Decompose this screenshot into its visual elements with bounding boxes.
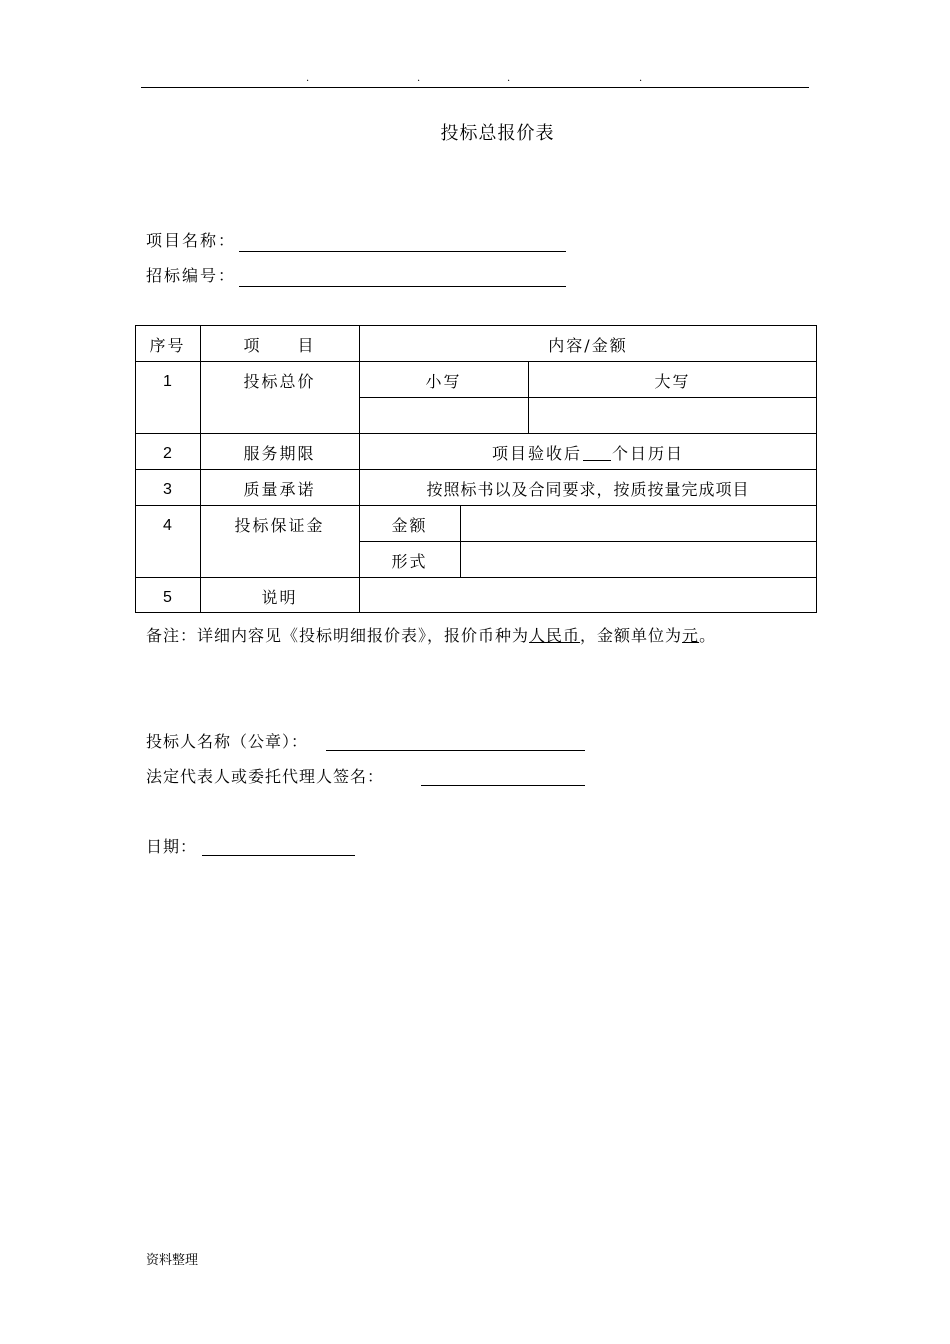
date-input-line[interactable] xyxy=(202,855,355,856)
date-label: 日期： xyxy=(146,837,198,856)
row-seq: 2 xyxy=(163,445,172,462)
service-period-content xyxy=(359,433,817,469)
row-seq: 5 xyxy=(163,589,172,606)
row-item: 服务期限 xyxy=(243,444,316,463)
header-dot: . xyxy=(306,73,310,84)
note-prefix: 备注：详细内容见《投标明细报价表》，报价币种为 xyxy=(146,626,530,645)
note-unit: 元 xyxy=(682,626,700,645)
tender-number-input-line[interactable] xyxy=(239,286,566,287)
project-name-input-line[interactable] xyxy=(239,251,566,252)
note-mid: ，金额单位为 xyxy=(580,626,683,645)
row-seq: 4 xyxy=(163,517,172,534)
header-dot: . xyxy=(507,73,511,84)
deposit-amount-input[interactable] xyxy=(461,506,815,542)
quality-commitment-content: 按照标书以及合同要求，按质按量完成项目 xyxy=(426,480,750,499)
lowercase-amount-header: 小写 xyxy=(425,372,462,391)
service-period-after: 个日历日 xyxy=(612,444,685,463)
representative-row xyxy=(146,764,586,786)
row-item: 投标总价 xyxy=(243,372,316,391)
header-dot: . xyxy=(639,73,643,84)
tender-number-label: 招标编号： xyxy=(146,266,237,285)
footer-text: 资料整理 xyxy=(146,1253,199,1268)
table-note xyxy=(146,623,716,646)
representative-signature-line[interactable] xyxy=(421,785,585,786)
deposit-form-label: 形式 xyxy=(391,552,428,571)
uppercase-amount-header: 大写 xyxy=(654,372,691,391)
service-period-before: 项目验收后 xyxy=(491,444,582,463)
bidder-name-row xyxy=(146,729,586,751)
header-dot: . xyxy=(417,73,421,84)
header-item: 项 目 xyxy=(243,336,316,355)
project-name-row xyxy=(146,228,566,252)
header-seq: 序号 xyxy=(149,336,186,355)
date-row xyxy=(146,834,356,856)
note-suffix: 。 xyxy=(699,626,717,645)
deposit-form-input[interactable] xyxy=(461,542,815,578)
deposit-amount-label: 金额 xyxy=(391,516,428,535)
remarks-input[interactable] xyxy=(360,578,815,614)
service-days-blank[interactable] xyxy=(583,444,611,461)
row-seq: 1 xyxy=(163,373,172,390)
bidder-name-label: 投标人名称（公章）： xyxy=(146,732,309,751)
row-item: 投标保证金 xyxy=(234,516,325,535)
uppercase-amount-input[interactable] xyxy=(529,398,815,434)
row-item: 质量承诺 xyxy=(243,480,316,499)
lowercase-amount-input[interactable] xyxy=(360,398,527,434)
page-title: 投标总报价表 xyxy=(440,123,555,144)
representative-label: 法定代表人或委托代理人签名： xyxy=(146,767,385,786)
header-content: 内容/金额 xyxy=(548,336,628,355)
bidder-name-input-line[interactable] xyxy=(326,750,585,751)
quote-table xyxy=(135,325,817,613)
tender-number-row xyxy=(146,263,566,287)
row-seq: 3 xyxy=(163,481,172,498)
header-rule xyxy=(141,87,809,88)
project-name-label: 项目名称： xyxy=(146,231,237,250)
note-currency: 人民币 xyxy=(529,626,581,645)
row-item: 说明 xyxy=(261,588,298,607)
